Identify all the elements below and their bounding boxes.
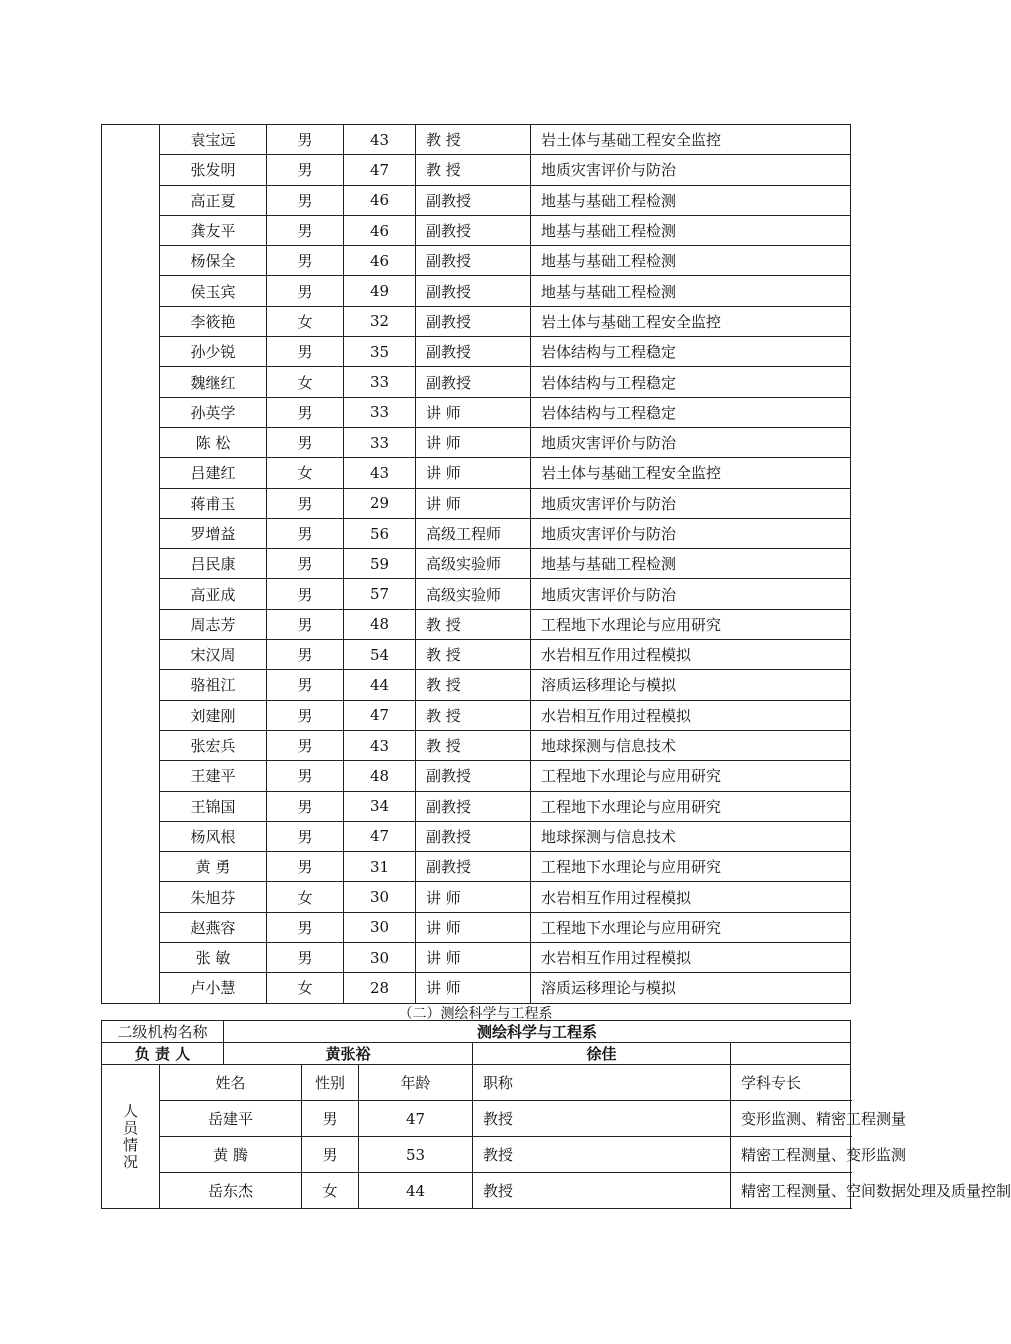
gender-cell: 女 [267, 882, 344, 912]
table-row [102, 912, 851, 942]
age-cell: 43 [344, 730, 416, 760]
name-cell: 杨风根 [160, 821, 267, 851]
header-specialty: 学科专长 [731, 1065, 851, 1101]
table-row [102, 882, 851, 912]
name-cell: 骆祖江 [160, 670, 267, 700]
title-cell: 副教授 [416, 246, 531, 276]
age-cell: 47 [359, 1101, 473, 1137]
gender-cell: 男 [267, 640, 344, 670]
title-cell: 讲 师 [416, 882, 531, 912]
age-cell: 33 [344, 427, 416, 457]
specialty-cell: 地基与基础工程检测 [531, 276, 851, 306]
age-cell: 30 [344, 882, 416, 912]
table-row [102, 1137, 851, 1173]
title-cell: 高级工程师 [416, 518, 531, 548]
table-row [102, 185, 851, 215]
title-cell: 讲 师 [416, 912, 531, 942]
title-cell: 教 授 [416, 609, 531, 639]
title-cell: 教 授 [416, 730, 531, 760]
table-row [102, 943, 851, 973]
age-cell: 59 [344, 549, 416, 579]
title-cell: 高级实验师 [416, 579, 531, 609]
table-row [102, 488, 851, 518]
specialty-cell: 水岩相互作用过程模拟 [531, 700, 851, 730]
header-age: 年龄 [359, 1065, 473, 1101]
faculty-table-1 [101, 124, 851, 1004]
age-cell: 46 [344, 185, 416, 215]
table-row [102, 700, 851, 730]
name-cell: 岳东杰 [160, 1173, 302, 1209]
specialty-cell: 溶质运移理论与模拟 [531, 973, 851, 1003]
table-row [102, 579, 851, 609]
name-cell: 侯玉宾 [160, 276, 267, 306]
specialty-cell: 地质灾害评价与防治 [531, 488, 851, 518]
table-row [102, 155, 851, 185]
table-row [102, 609, 851, 639]
specialty-cell: 岩体结构与工程稳定 [531, 397, 851, 427]
name-cell: 岳建平 [160, 1101, 302, 1137]
age-cell: 32 [344, 306, 416, 336]
gender-cell: 男 [267, 518, 344, 548]
name-cell: 孙英学 [160, 397, 267, 427]
name-cell: 赵燕容 [160, 912, 267, 942]
title-cell: 副教授 [416, 791, 531, 821]
table-row [102, 1101, 851, 1137]
age-cell: 28 [344, 973, 416, 1003]
table-row [102, 246, 851, 276]
age-cell: 43 [344, 458, 416, 488]
table-row [102, 215, 851, 245]
table-row [102, 518, 851, 548]
age-cell: 48 [344, 609, 416, 639]
name-cell: 蒋甫玉 [160, 488, 267, 518]
specialty-cell: 岩土体与基础工程安全监控 [531, 125, 851, 155]
title-cell: 教授 [473, 1137, 731, 1173]
name-cell: 高亚成 [160, 579, 267, 609]
age-cell: 44 [359, 1173, 473, 1209]
gender-cell: 男 [267, 791, 344, 821]
title-cell: 副教授 [416, 367, 531, 397]
table-row [102, 640, 851, 670]
gender-cell: 男 [267, 155, 344, 185]
age-cell: 47 [344, 821, 416, 851]
title-cell: 副教授 [416, 185, 531, 215]
name-cell: 张发明 [160, 155, 267, 185]
specialty-cell: 地基与基础工程检测 [531, 185, 851, 215]
gender-cell: 男 [267, 670, 344, 700]
specialty-cell: 水岩相互作用过程模拟 [531, 882, 851, 912]
specialty-cell: 地质灾害评价与防治 [531, 518, 851, 548]
name-cell: 黄 勇 [160, 852, 267, 882]
name-cell: 孙少锐 [160, 337, 267, 367]
name-cell: 杨保全 [160, 246, 267, 276]
age-cell: 44 [344, 670, 416, 700]
name-cell: 朱旭芬 [160, 882, 267, 912]
title-cell: 讲 师 [416, 943, 531, 973]
gender-cell: 男 [302, 1137, 359, 1173]
name-cell: 王建平 [160, 761, 267, 791]
gender-cell: 男 [267, 427, 344, 457]
title-cell: 副教授 [416, 852, 531, 882]
gender-cell: 女 [302, 1173, 359, 1209]
gender-cell: 男 [267, 215, 344, 245]
table-row [102, 427, 851, 457]
specialty-cell: 地基与基础工程检测 [531, 549, 851, 579]
title-cell: 副教授 [416, 306, 531, 336]
age-cell: 54 [344, 640, 416, 670]
leader-1: 黄张裕 [224, 1043, 473, 1065]
table-row [102, 549, 851, 579]
gender-cell: 男 [267, 730, 344, 760]
table-row [102, 458, 851, 488]
specialty-cell: 岩土体与基础工程安全监控 [531, 306, 851, 336]
title-cell: 教 授 [416, 670, 531, 700]
name-cell: 张宏兵 [160, 730, 267, 760]
staff-label-text: 人员情况 [122, 1101, 138, 1171]
specialty-cell: 变形监测、精密工程测量 [731, 1101, 851, 1137]
gender-cell: 男 [267, 397, 344, 427]
faculty-table-2 [101, 1020, 1011, 1209]
age-cell: 30 [344, 943, 416, 973]
gender-cell: 男 [267, 761, 344, 791]
specialty-cell: 水岩相互作用过程模拟 [531, 640, 851, 670]
specialty-cell: 地基与基础工程检测 [531, 215, 851, 245]
org-label: 二级机构名称 [102, 1021, 224, 1043]
title-cell: 讲 师 [416, 488, 531, 518]
title-cell: 讲 师 [416, 427, 531, 457]
age-cell: 46 [344, 215, 416, 245]
leader-2: 徐佳 [473, 1043, 731, 1065]
name-cell: 陈 松 [160, 427, 267, 457]
gender-cell: 男 [267, 700, 344, 730]
specialty-cell: 地质灾害评价与防治 [531, 155, 851, 185]
staff-label [102, 1065, 160, 1209]
specialty-cell: 精密工程测量、变形监测 [731, 1137, 851, 1173]
age-cell: 47 [344, 700, 416, 730]
name-cell: 刘建刚 [160, 700, 267, 730]
name-cell: 黄 腾 [160, 1137, 302, 1173]
age-cell: 34 [344, 791, 416, 821]
name-cell: 宋汉周 [160, 640, 267, 670]
specialty-cell: 地质灾害评价与防治 [531, 579, 851, 609]
gender-cell: 女 [267, 458, 344, 488]
age-cell: 56 [344, 518, 416, 548]
name-cell: 周志芳 [160, 609, 267, 639]
name-cell: 魏继红 [160, 367, 267, 397]
age-cell: 35 [344, 337, 416, 367]
leader-empty [731, 1043, 851, 1065]
age-cell: 46 [344, 246, 416, 276]
name-cell: 李筱艳 [160, 306, 267, 336]
name-cell: 袁宝远 [160, 125, 267, 155]
title-cell: 教 授 [416, 700, 531, 730]
age-cell: 43 [344, 125, 416, 155]
age-cell: 49 [344, 276, 416, 306]
gender-cell: 男 [267, 337, 344, 367]
specialty-cell: 工程地下水理论与应用研究 [531, 761, 851, 791]
title-cell: 讲 师 [416, 397, 531, 427]
specialty-cell: 精密工程测量、空间数据处理及质量控制 [731, 1173, 851, 1209]
table-row [102, 125, 851, 155]
header-name: 姓名 [160, 1065, 302, 1101]
title-cell: 副教授 [416, 821, 531, 851]
org-name: 测绘科学与工程系 [224, 1021, 851, 1043]
age-cell: 47 [344, 155, 416, 185]
header-gender: 性别 [302, 1065, 359, 1101]
name-cell: 吕民康 [160, 549, 267, 579]
title-cell: 副教授 [416, 215, 531, 245]
age-cell: 33 [344, 367, 416, 397]
specialty-cell: 溶质运移理论与模拟 [531, 670, 851, 700]
table-row [102, 670, 851, 700]
table-row [102, 730, 851, 760]
specialty-cell: 地质灾害评价与防治 [531, 427, 851, 457]
specialty-cell: 水岩相互作用过程模拟 [531, 943, 851, 973]
gender-cell: 男 [267, 821, 344, 851]
table-row [102, 1173, 851, 1209]
specialty-cell: 工程地下水理论与应用研究 [531, 791, 851, 821]
gender-cell: 男 [302, 1101, 359, 1137]
leader-label: 负 责 人 [102, 1043, 224, 1065]
specialty-cell: 岩体结构与工程稳定 [531, 367, 851, 397]
gender-cell: 男 [267, 488, 344, 518]
table-row [102, 973, 851, 1003]
specialty-cell: 地球探测与信息技术 [531, 730, 851, 760]
title-cell: 教 授 [416, 155, 531, 185]
gender-cell: 男 [267, 125, 344, 155]
section-caption: （二）测绘科学与工程系 [398, 1006, 553, 1022]
name-cell: 吕建红 [160, 458, 267, 488]
age-cell: 31 [344, 852, 416, 882]
title-cell: 高级实验师 [416, 549, 531, 579]
gender-cell: 男 [267, 246, 344, 276]
title-cell: 副教授 [416, 337, 531, 367]
gender-cell: 男 [267, 852, 344, 882]
name-cell: 罗增益 [160, 518, 267, 548]
name-cell: 高正夏 [160, 185, 267, 215]
gender-cell: 男 [267, 549, 344, 579]
specialty-cell: 工程地下水理论与应用研究 [531, 912, 851, 942]
specialty-cell: 地球探测与信息技术 [531, 821, 851, 851]
gender-cell: 男 [267, 185, 344, 215]
gender-cell: 男 [267, 609, 344, 639]
age-cell: 30 [344, 912, 416, 942]
title-cell: 副教授 [416, 761, 531, 791]
title-cell: 教 授 [416, 640, 531, 670]
table-row [102, 397, 851, 427]
age-cell: 57 [344, 579, 416, 609]
age-cell: 29 [344, 488, 416, 518]
gender-cell: 男 [267, 276, 344, 306]
table-row [102, 791, 851, 821]
specialty-cell: 地基与基础工程检测 [531, 246, 851, 276]
title-cell: 副教授 [416, 276, 531, 306]
age-cell: 33 [344, 397, 416, 427]
gender-cell: 女 [267, 367, 344, 397]
table-row [102, 276, 851, 306]
title-cell: 教 授 [416, 125, 531, 155]
gender-cell: 男 [267, 579, 344, 609]
title-cell: 讲 师 [416, 973, 531, 1003]
title-cell: 讲 师 [416, 458, 531, 488]
age-cell: 48 [344, 761, 416, 791]
specialty-cell: 岩体结构与工程稳定 [531, 337, 851, 367]
name-cell: 龚友平 [160, 215, 267, 245]
gender-cell: 女 [267, 306, 344, 336]
name-cell: 卢小慧 [160, 973, 267, 1003]
table-row [102, 821, 851, 851]
table-row [102, 337, 851, 367]
table-row [102, 306, 851, 336]
gender-cell: 男 [267, 943, 344, 973]
category-cell [102, 125, 160, 1004]
table-row [102, 367, 851, 397]
gender-cell: 女 [267, 973, 344, 1003]
specialty-cell: 岩土体与基础工程安全监控 [531, 458, 851, 488]
header-title: 职称 [473, 1065, 731, 1101]
specialty-cell: 工程地下水理论与应用研究 [531, 852, 851, 882]
age-cell: 53 [359, 1137, 473, 1173]
gender-cell: 男 [267, 912, 344, 942]
specialty-cell: 工程地下水理论与应用研究 [531, 609, 851, 639]
name-cell: 王锦国 [160, 791, 267, 821]
table-row [102, 852, 851, 882]
name-cell: 张 敏 [160, 943, 267, 973]
title-cell: 教授 [473, 1101, 731, 1137]
table-row [102, 761, 851, 791]
title-cell: 教授 [473, 1173, 731, 1209]
